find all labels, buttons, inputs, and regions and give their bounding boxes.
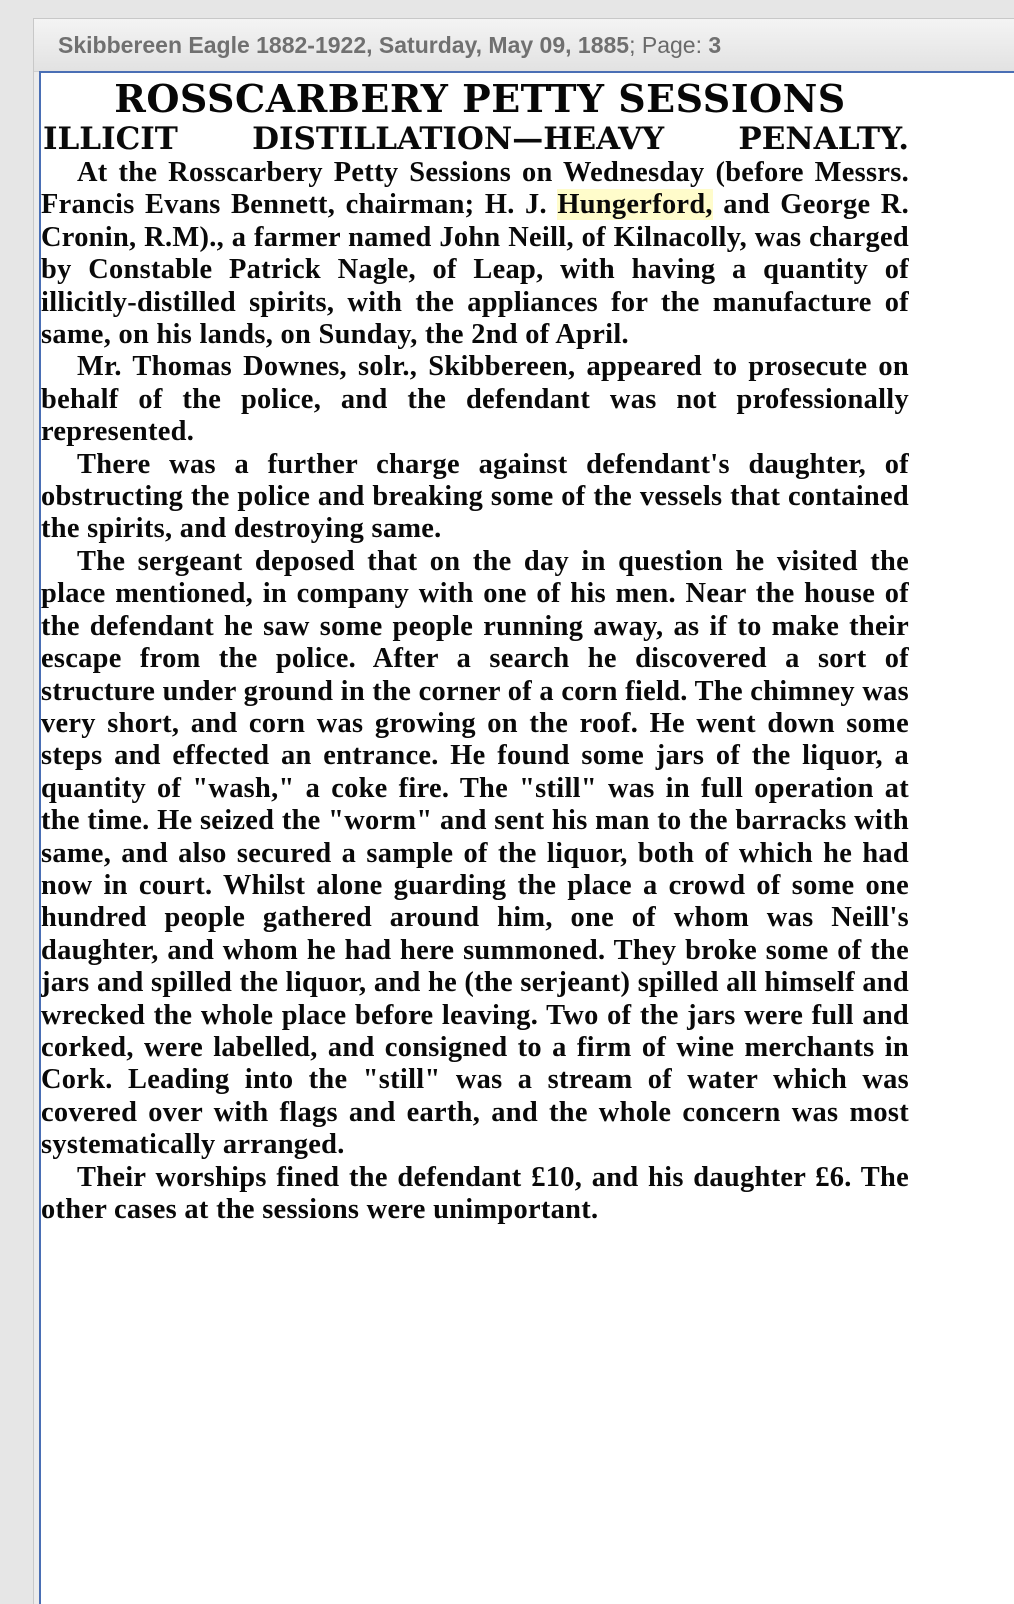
paragraph-1 (41, 157, 909, 351)
page-label: ; Page: (629, 32, 709, 58)
paragraph-4: The sergeant deposed that on the day in question he visited the place mentioned, in company with one of his men. Near the house of the defendant he saw some people running away, as if to make their escape from the police. After a search he discovered a sort of structure under ground in the corner of a corn field. The chimney was very short, and corn was growing on the roof. He went down some steps and effected an entrance. He found some jars of the liquor, a quantity of "wash," a coke fire. The "still" was in full operation at the time. He seized the "worm" and sent his man to the barracks with same, and also secured a sample of the liquor, both of which he had now in court. Whilst alone guarding the place a crowd of some one hundred people gathered around him, one of whom was Neill's daughter, and whom he had here summoned. They broke some of the jars and spilled the liquor, and he (the serjeant) spilled all himself and wrecked the whole place before leaving. Two of the jars were full and corked, were labelled, and consigned to a firm of wine merchants in Cork. Leading into the "still" was a stream of water which was covered over with flags and earth, and the whole concern was most systematically arranged. (41, 545, 909, 1161)
article-headline: ROSSCARBERY PETTY SESSIONS (114, 76, 846, 121)
paragraph-1-start: At the Rosscarbery Petty Sessions on Wednesday (before Messrs. Francis Evans Bennett, chairman; H. J. (41, 157, 909, 221)
clipping-titlebar (34, 19, 1014, 72)
publication-title: Skibbereen Eagle 1882-1922, Saturday, May 09, 1885 (58, 32, 630, 58)
clipping-caption (58, 32, 721, 59)
viewer-window (33, 18, 1014, 1604)
paragraph-1-end: and George R. Cronin, R.M)., a farmer named John Neill, of Kilnacolly, was charged by Constable Patrick Nagle, of Leap, with having a quantity of illicitly-distilled spirits, with the appliances for the manufacture of same, on his lands, on Sunday, the 2nd of April. (41, 189, 909, 351)
page-number: 3 (708, 32, 722, 58)
newspaper-clipping (41, 73, 909, 1226)
paragraph-5: Their worships fined the defendant £10, and his daughter £6. The other cases at the sessions were unimportant. (41, 1161, 909, 1225)
article-subheadline: ILLICIT DISTILLATION—HEAVY PENALTY. (43, 121, 909, 157)
paragraph-3: There was a further charge against defendant's daughter, of obstructing the police and breaking some of the vessels that contained the spirits, and destroying same. (41, 448, 909, 545)
clipping-viewport[interactable] (39, 71, 1014, 1604)
paragraph-2: Mr. Thomas Downes, solr., Skibbereen, appeared to prosecute on behalf of the police, and the defendant was not professionally represented. (41, 351, 909, 448)
search-highlight: Hungerford, (557, 189, 713, 221)
